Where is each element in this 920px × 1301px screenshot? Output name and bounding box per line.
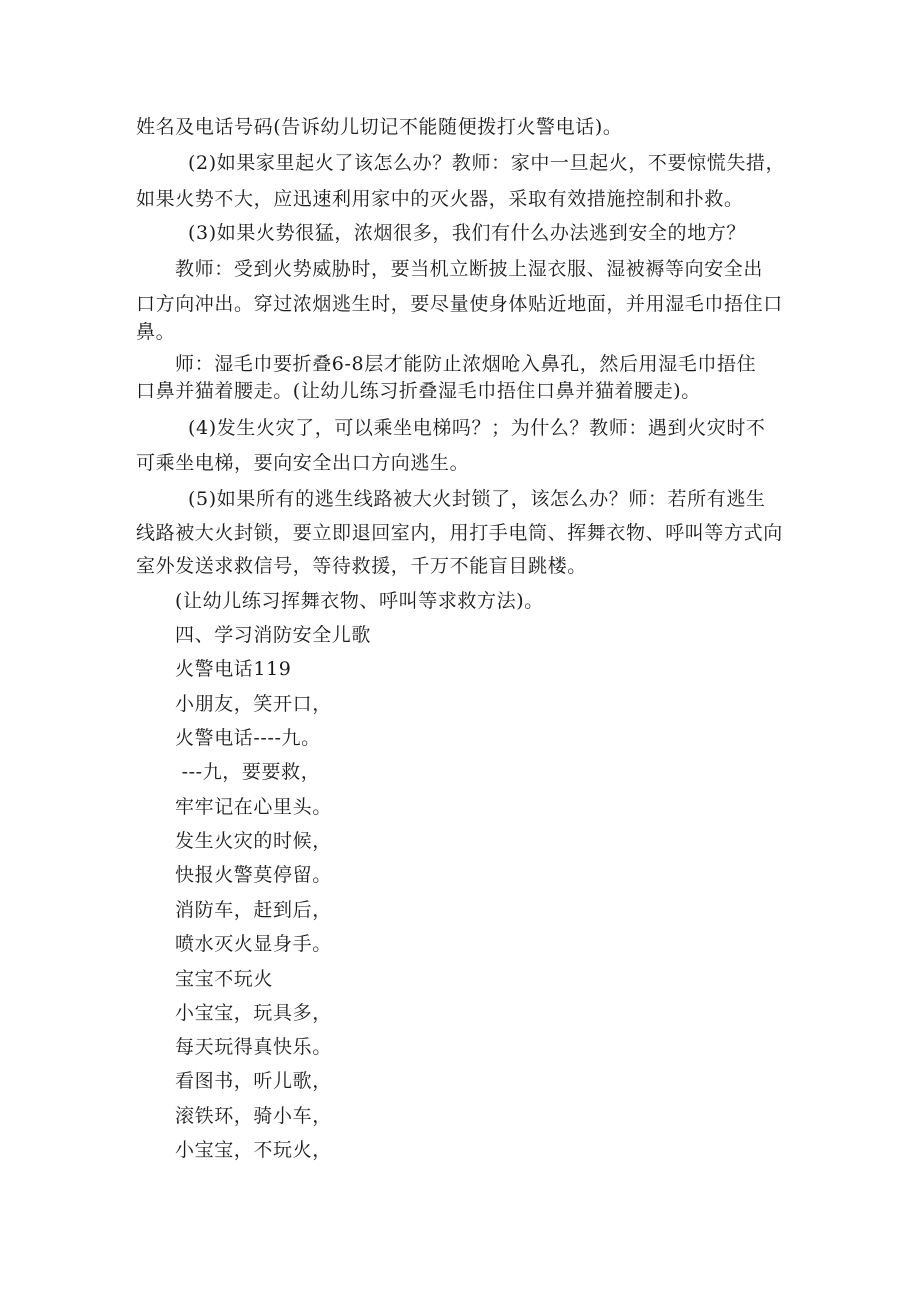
text-line: 线路被大火封锁，要立即退回室内，用打手电筒、挥舞衣物、呼叫等方式向 bbox=[136, 522, 783, 544]
text-line: (4)发生火灾了，可以乘坐电梯吗？；为什么？教师：遇到火灾时不 bbox=[188, 417, 766, 439]
song-line: 小宝宝，玩具多， bbox=[175, 1002, 332, 1024]
song-line: 火警电话----九。 bbox=[175, 727, 321, 749]
song-line: 发生火灾的时候， bbox=[175, 830, 332, 852]
text-line: (2)如果家里起火了该怎么办？教师：家中一旦起火，不要惊慌失措， bbox=[188, 152, 786, 174]
text-line: 如果火势不大，应迅速利用家中的灭火器，采取有效措施控制和扑救。 bbox=[136, 188, 744, 210]
song-line: 喷水灭火显身手。 bbox=[175, 933, 332, 955]
song-line: 每天玩得真快乐。 bbox=[175, 1036, 332, 1058]
song-line: 滚铁环，骑小车， bbox=[175, 1105, 332, 1127]
text-line: 姓名及电话号码(告诉幼儿切记不能随便拨打火警电话)。 bbox=[136, 116, 623, 138]
text-line: (让幼儿练习挥舞衣物、呼叫等求救方法)。 bbox=[175, 590, 544, 612]
text-line: 室外发送求救信号，等待救援，千万不能盲目跳楼。 bbox=[136, 555, 587, 577]
song-line: 快报火警莫停留。 bbox=[175, 864, 332, 886]
section-heading: 四、学习消防安全儿歌 bbox=[175, 624, 372, 646]
song-title: 火警电话119 bbox=[175, 658, 292, 680]
song-line: 牢牢记在心里头。 bbox=[175, 796, 332, 818]
text-line: 鼻。 bbox=[136, 321, 176, 343]
song-line: 小朋友，笑开口， bbox=[175, 693, 332, 715]
song-title: 宝宝不玩火 bbox=[175, 968, 274, 990]
text-line: (5)如果所有的逃生线路被大火封锁了，该怎么办？师：若所有逃生 bbox=[188, 488, 766, 510]
song-line: 看图书，听儿歌， bbox=[175, 1070, 332, 1092]
song-line: ---九，要要救， bbox=[175, 761, 321, 783]
text-line: 教师：受到火势威胁时，要当机立断披上湿衣服、湿被褥等向安全出 bbox=[175, 258, 764, 280]
text-line: 口鼻并猫着腰走。(让幼儿练习折叠湿毛巾捂住口鼻并猫着腰走)。 bbox=[136, 380, 701, 402]
text-line: (3)如果火势很猛，浓烟很多，我们有什么办法逃到安全的地方？ bbox=[188, 222, 746, 244]
song-line: 消防车，赶到后， bbox=[175, 899, 332, 921]
song-line: 小宝宝，不玩火， bbox=[175, 1139, 332, 1161]
text-line: 可乘坐电梯，要向安全出口方向逃生。 bbox=[136, 452, 470, 474]
text-line: 师：湿毛巾要折叠6-8层才能防止浓烟呛入鼻孔，然后用湿毛巾捂住 bbox=[175, 353, 757, 375]
text-line: 口方向冲出。穿过浓烟逃生时，要尽量使身体贴近地面，并用湿毛巾捂住口 bbox=[136, 293, 783, 315]
